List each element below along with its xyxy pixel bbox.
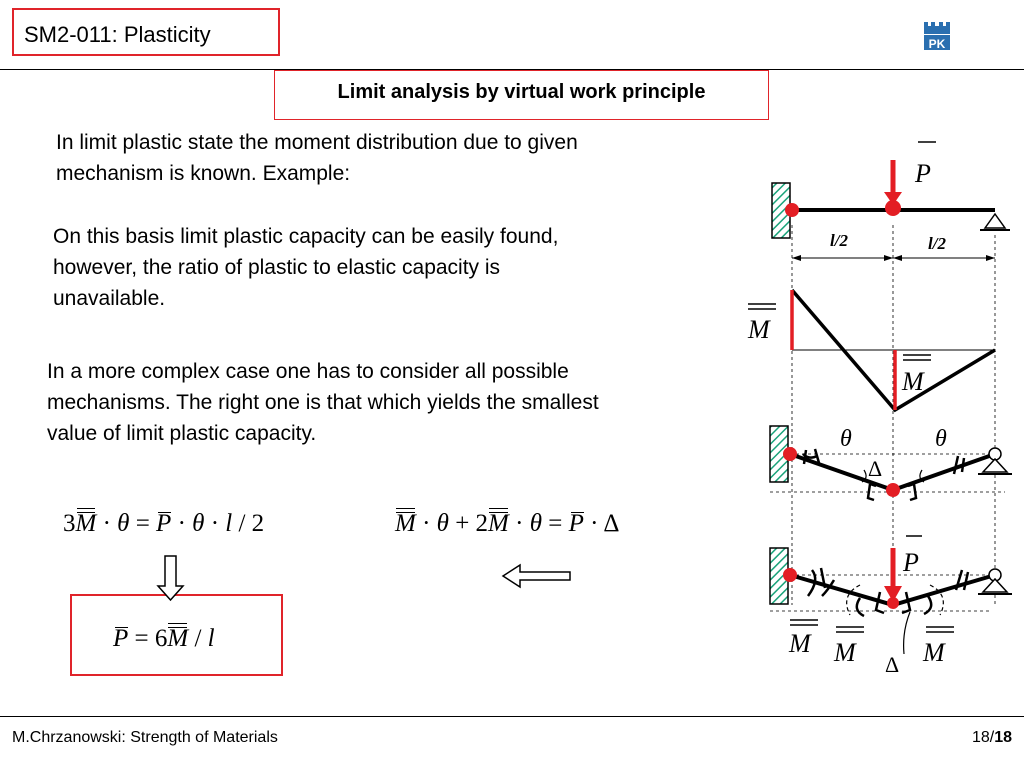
slide-title: SM2-011: Plasticity bbox=[24, 22, 211, 47]
span-right-label: l/2 bbox=[928, 234, 946, 253]
moment-diagram bbox=[747, 290, 995, 410]
load-arrow-icon bbox=[884, 192, 902, 205]
university-logo bbox=[920, 18, 954, 52]
page-number bbox=[972, 729, 1012, 747]
moment-label-mid: M bbox=[902, 367, 924, 396]
theta-right-label: θ bbox=[935, 426, 947, 452]
beam-loaded bbox=[772, 142, 1010, 261]
mechanism-detailed bbox=[770, 536, 1012, 677]
moment-label-b2: M bbox=[834, 638, 856, 667]
span-left-label: l/2 bbox=[830, 231, 848, 250]
load-label-2: P bbox=[903, 548, 919, 577]
roller-support-icon bbox=[985, 214, 1005, 228]
footer-divider bbox=[0, 716, 1024, 717]
mechanism-beam bbox=[770, 426, 1012, 500]
footer-author: M.Chrzanowski: Strength of Materials bbox=[12, 729, 278, 746]
load-label: P bbox=[915, 159, 931, 188]
paragraph-moment-distribution: In limit plastic state the moment distribution due to given mechanism is known. Example: bbox=[56, 131, 578, 185]
equation-beam-mechanism: 3M · θ = P · θ · l / 2 bbox=[63, 510, 265, 537]
beam-diagram bbox=[740, 128, 1024, 708]
moment-label-left: M bbox=[748, 315, 770, 344]
moment-label-b3: M bbox=[923, 638, 945, 667]
equation-result: P = 6M / l bbox=[113, 625, 215, 652]
delta-small-label: Δ bbox=[868, 456, 883, 481]
page-total: 18 bbox=[994, 729, 1012, 746]
hinge-left bbox=[785, 203, 799, 217]
paragraph-capacity: On this basis limit plastic capacity can be easily found, however, the ratio of plastic to elastic capacity is unavailable. bbox=[53, 225, 559, 310]
subtitle-box bbox=[274, 70, 769, 120]
equation-alternative-mechanism: M · θ + 2M · θ = P · Δ bbox=[395, 510, 620, 537]
page-current: 18/ bbox=[971, 729, 995, 746]
title-box bbox=[12, 8, 280, 56]
delta-bottom-label: Δ bbox=[885, 652, 900, 677]
paragraph-mechanisms: In a more complex case one has to consider all possible mechanisms. The right one is that which yields the smallest value of limit plastic capacity. bbox=[47, 360, 599, 445]
left-arrow-icon bbox=[503, 565, 570, 587]
moment-label-b1: M bbox=[789, 629, 811, 658]
logo-lettering: PK bbox=[928, 37, 946, 51]
slide-subtitle: Limit analysis by virtual work principle bbox=[337, 81, 706, 103]
theta-left-label: θ bbox=[840, 426, 852, 452]
